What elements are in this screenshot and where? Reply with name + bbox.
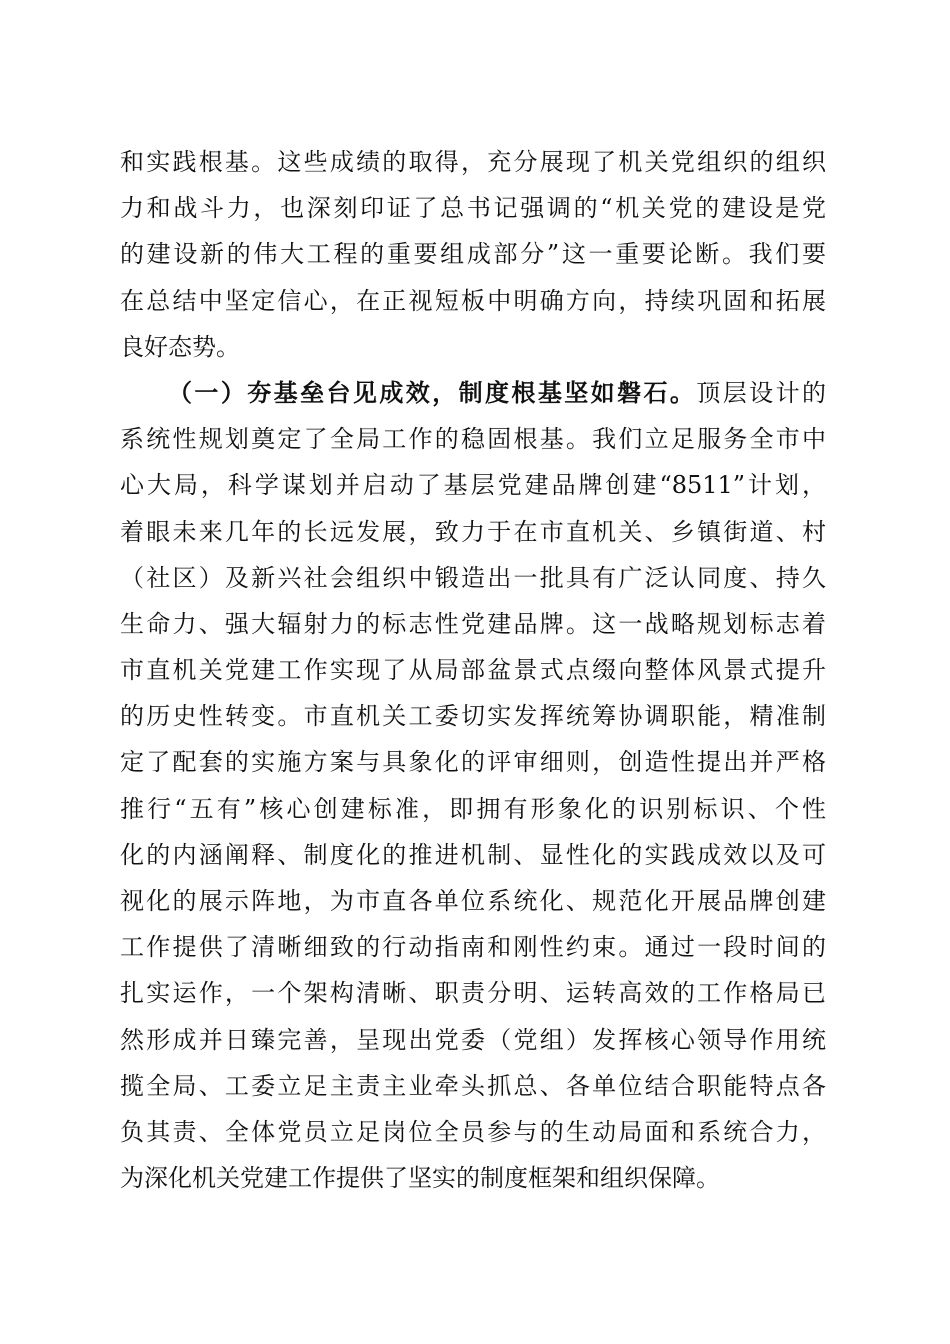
paragraph-line: 在总结中坚定信心，在正视短板中明确方向，持续巩固和拓展 [120,286,826,315]
paragraph-line: 良好态势。 [120,332,240,361]
paragraph-line: 心大局，科学谋划并启动了基层党建品牌创建“8511”计划， [120,471,826,500]
paragraph-line: 市直机关党建工作实现了从局部盆景式点缀向整体风景式提升 [120,656,826,685]
paragraph-line: 推行“五有”核心创建标准，即拥有形象化的识别标识、个性 [120,794,826,823]
document-body [120,139,826,1201]
paragraph-line: 生命力、强大辐射力的标志性党建品牌。这一战略规划标志着 [120,609,826,638]
paragraph-line: （社区）及新兴社会组织中锻造出一批具有广泛认同度、持久 [120,563,826,592]
paragraph-line: 力和战斗力，也深刻印证了总书记强调的“机关党的建设是党 [120,194,826,223]
paragraph-line: 和实践根基。这些成绩的取得，充分展现了机关党组织的组织 [120,148,826,176]
paragraph-line: 的历史性转变。市直机关工委切实发挥统筹协调职能，精准制 [120,702,826,731]
paragraph-first-line [120,370,826,416]
paragraph-line: 工作提供了清晰细致的行动指南和刚性约束。通过一段时间的 [120,933,826,962]
paragraph-1 [120,139,826,370]
paragraph-line: 扎实运作，一个架构清晰、职责分明、运转高效的工作格局已 [120,979,826,1008]
paragraph-line: 化的内涵阐释、制度化的推进机制、显性化的实践成效以及可 [120,840,826,869]
paragraph-line: 负其责、全体党员立足岗位全员参与的生动局面和系统合力， [120,1117,826,1146]
paragraph-line: 视化的展示阵地，为市直各单位系统化、规范化开展品牌创建 [120,887,826,915]
paragraph-line: 然形成并日臻完善，呈现出党委（党组）发挥核心领导作用统 [120,1025,826,1054]
paragraph-line: 系统性规划奠定了全局工作的稳固根基。我们立足服务全市中 [120,425,826,454]
paragraph-line: 为深化机关党建工作提供了坚实的制度框架和组织保障。 [120,1164,720,1193]
paragraph-line: 着眼未来几年的长远发展，致力于在市直机关、乡镇街道、村 [120,517,826,546]
paragraph-line: 揽全局、工委立足主责主业牵头抓总、各单位结合职能特点各 [120,1071,826,1100]
paragraph-2 [120,370,826,1201]
section-heading: （一）夯基垒台见成效，制度根基坚如磐石。 [168,378,697,407]
paragraph-line: 定了配套的实施方案与具象化的评审细则，创造性提出并严格 [120,748,826,777]
paragraph-line-rest: 顶层设计的 [696,378,827,407]
paragraph-line: 的建设新的伟大工程的重要组成部分”这一重要论断。我们要 [120,240,826,269]
